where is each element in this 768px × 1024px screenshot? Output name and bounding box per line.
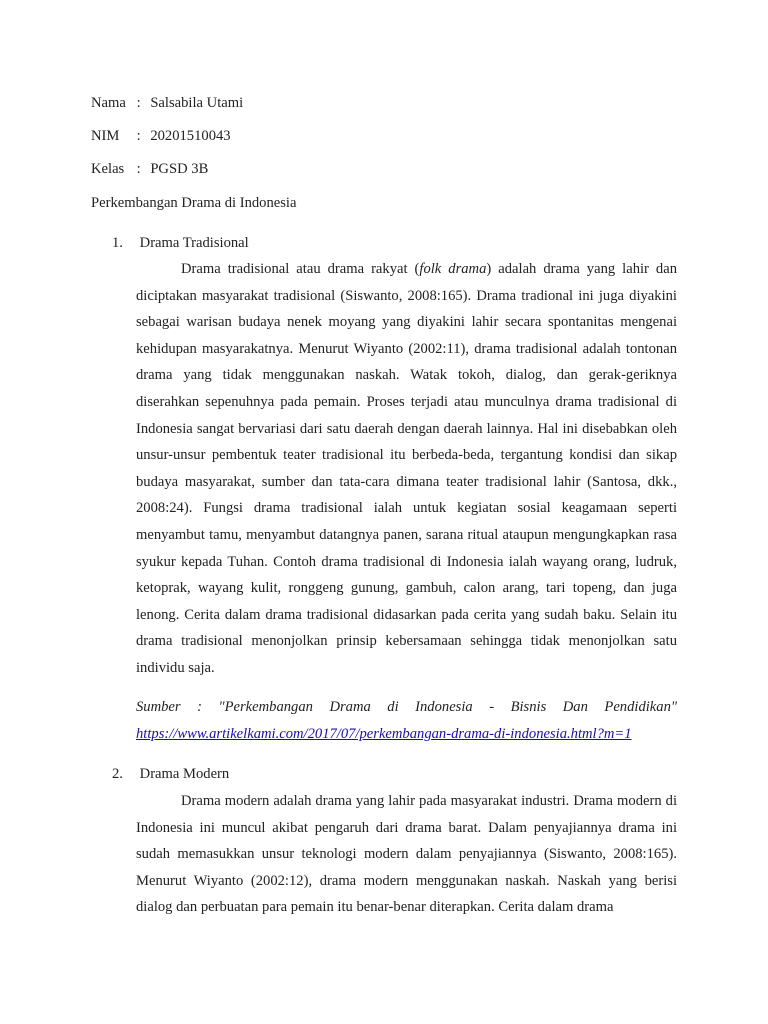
paragraph-drama-modern xyxy=(136,788,677,921)
nama-value: Salsabila Utami xyxy=(150,95,244,111)
paragraph-drama-tradisional xyxy=(136,256,677,682)
nama-row xyxy=(91,93,243,113)
paragraph-italic-term: folk drama xyxy=(419,261,487,277)
source-link[interactable]: https://www.artikelkami.com/2017/07/perkembangan-drama-di-indonesia.html?m=1 xyxy=(136,726,632,742)
kelas-value: PGSD 3B xyxy=(150,161,209,177)
section-heading-drama-modern xyxy=(112,764,229,784)
nama-separator: : xyxy=(136,95,141,111)
paragraph-text: Drama modern adalah drama yang lahir pada masyarakat industri. Drama modern di Indonesia ini muncul akibat pengaruh dari drama barat. Dalam penyajiannya drama ini sudah memasukkan unsur teknologi modern dalam penyajiannya (Siswanto, 2008:165). Menurut Wiyanto (2002:12), drama modern menggunakan naskah. Naskah yang berisi dialog dan perbuatan para pemain itu benar-benar diterapkan. Cerita dalam drama xyxy=(136,793,677,916)
document-title: Perkembangan Drama di Indonesia xyxy=(91,195,297,211)
kelas-label: Kelas xyxy=(91,161,125,177)
section-title: Drama Tradisional xyxy=(139,235,249,251)
nim-value: 20201510043 xyxy=(150,128,231,144)
paragraph-text: ) adalah drama yang lahir dan diciptakan masyarakat tradisional (Siswanto, 2008:165). Drama tradional ini juga diyakini sebagai warisan budaya nenek moyang yang diyakini lahir secara spontanitas mengenai kehidupan masyarakatnya. Menurut Wiyanto (2002:11), drama tradisional adalah tontonan drama yang tidak menggunakan naskah. Watak tokoh, dialog, dan gerak-geriknya diserahkan sepenuhnya pada pemain. Proses terjadi atau munculnya drama tradisional di Indonesia sangat bervariasi dari satu daerah dengan daerah lainnya. Hal ini disebabkan oleh unsur-unsur pembentuk teater tradisional itu berbeda-beda, tergantung kondisi dan sikap budaya masyarakat, sumber dan tata-cara dimana teater tradisional lahir (Santosa, dkk., 2008:24). Fungsi drama tradisional ialah untuk kegiatan sosial keagamaan seperti menyambut tamu, menyambut datangnya panen, sarana ritual ataupun mengungkapkan rasa syukur kepada Tuhan. Contoh drama tradisional di Indonesia ialah wayang orang, ludruk, ketoprak, wayang kulit, ronggeng gunung, gambuh, calon arang, tari topeng, dan juga lenong. Cerita dalam drama tradisional didasarkan pada cerita yang sudah baku. Selain itu drama tradisional menonjolkan prinsip kebersamaan sehingga tidak menonjolkan satu individu saja. xyxy=(136,261,677,676)
section-number: 2. xyxy=(112,766,123,782)
nim-label: NIM xyxy=(91,128,120,144)
section-title: Drama Modern xyxy=(139,766,230,782)
source-citation xyxy=(136,694,677,748)
section-number: 1. xyxy=(112,235,123,251)
source-text: Sumber : "Perkembangan Drama di Indonesia - Bisnis Dan Pendidikan" xyxy=(136,699,677,715)
kelas-row xyxy=(91,159,208,179)
nim-separator: : xyxy=(136,128,141,144)
section-heading-drama-tradisional xyxy=(112,233,249,253)
nama-label: Nama xyxy=(91,95,126,111)
paragraph-text: Drama tradisional atau drama rakyat ( xyxy=(181,261,420,277)
kelas-separator: : xyxy=(136,161,141,177)
nim-row xyxy=(91,126,231,146)
